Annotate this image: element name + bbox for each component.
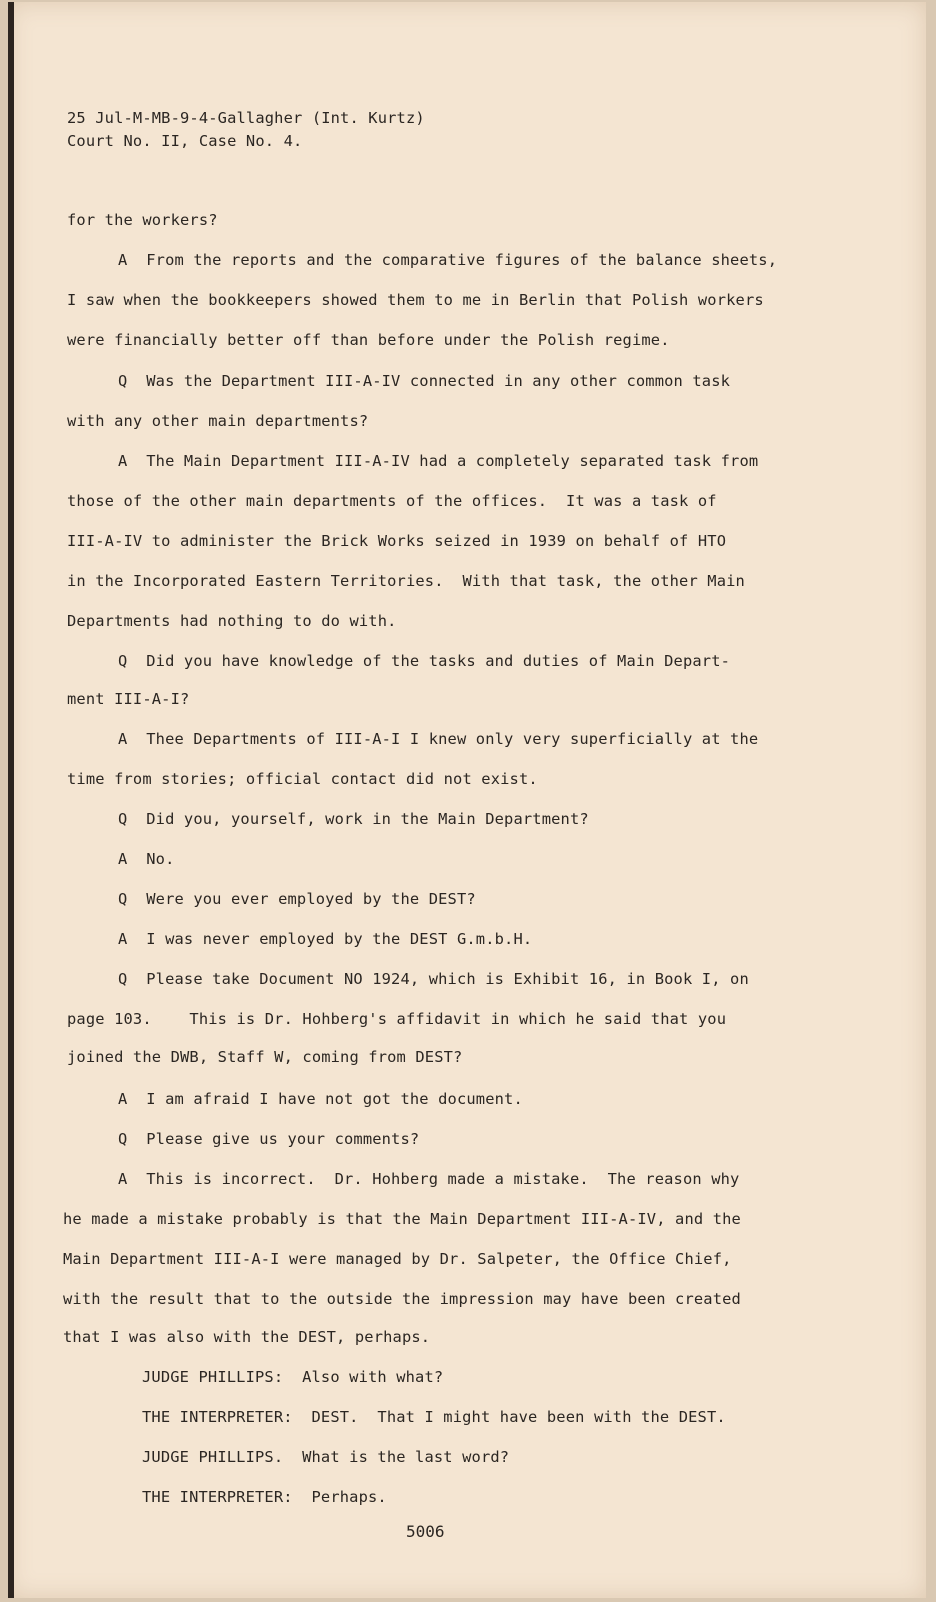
transcript-line-24: Q Please give us your comments? xyxy=(118,1130,420,1148)
page-edge-shadow xyxy=(8,2,14,1598)
transcript-line-6: with any other main departments? xyxy=(67,412,369,430)
document-page xyxy=(8,2,926,1598)
transcript-line-12: Q Did you have knowledge of the tasks and duties of Main Depart- xyxy=(118,652,731,670)
transcript-line-29: that I was also with the DEST, perhaps. xyxy=(63,1328,431,1346)
transcript-line-3: I saw when the bookkeepers showed them to me in Berlin that Polish workers xyxy=(67,291,764,309)
transcript-line-4: were financially better off than before under the Polish regime. xyxy=(67,331,670,349)
transcript-line-7: A The Main Department III-A-IV had a completely separated task from xyxy=(118,452,759,470)
transcript-line-28: with the result that to the outside the impression may have been created xyxy=(63,1290,741,1308)
transcript-line-33: THE INTERPRETER: Perhaps. xyxy=(142,1488,387,1506)
transcript-line-21: page 103. This is Dr. Hohberg's affidavit in which he said that you xyxy=(67,1010,727,1028)
header-line-1: 25 Jul-M-MB-9-4-Gallagher (Int. Kurtz) xyxy=(67,109,425,127)
transcript-line-2: A From the reports and the comparative figures of the balance sheets, xyxy=(118,251,778,269)
transcript-line-18: Q Were you ever employed by the DEST? xyxy=(118,890,476,908)
transcript-line-1: for the workers? xyxy=(67,211,218,229)
transcript-line-13: ment III-A-I? xyxy=(67,690,190,708)
transcript-line-32: JUDGE PHILLIPS. What is the last word? xyxy=(142,1448,510,1466)
transcript-line-25: A This is incorrect. Dr. Hohberg made a mistake. The reason why xyxy=(118,1170,740,1188)
transcript-line-17: A No. xyxy=(118,850,175,868)
transcript-line-8: those of the other main departments of the offices. It was a task of xyxy=(67,492,717,510)
transcript-line-26: he made a mistake probably is that the Main Department III-A-IV, and the xyxy=(63,1210,741,1228)
header-line-2: Court No. II, Case No. 4. xyxy=(67,132,303,150)
transcript-line-5: Q Was the Department III-A-IV connected in any other common task xyxy=(118,372,731,390)
transcript-line-30: JUDGE PHILLIPS: Also with what? xyxy=(142,1368,444,1386)
page-number: 5006 xyxy=(406,1522,445,1541)
transcript-line-19: A I was never employed by the DEST G.m.b.H. xyxy=(118,930,533,948)
transcript-line-15: time from stories; official contact did not exist. xyxy=(67,770,538,788)
transcript-line-20: Q Please take Document NO 1924, which is Exhibit 16, in Book I, on xyxy=(118,970,749,988)
transcript-line-31: THE INTERPRETER: DEST. That I might have been with the DEST. xyxy=(142,1408,726,1426)
transcript-line-27: Main Department III-A-I were managed by Dr. Salpeter, the Office Chief, xyxy=(63,1250,732,1268)
transcript-line-23: A I am afraid I have not got the document. xyxy=(118,1090,523,1108)
transcript-line-22: joined the DWB, Staff W, coming from DEST? xyxy=(67,1048,463,1066)
transcript-line-10: in the Incorporated Eastern Territories. With that task, the other Main xyxy=(67,572,745,590)
transcript-line-9: III-A-IV to administer the Brick Works seized in 1939 on behalf of HTO xyxy=(67,532,727,550)
transcript-line-14: A Thee Departments of III-A-I I knew only very superficially at the xyxy=(118,730,759,748)
transcript-line-11: Departments had nothing to do with. xyxy=(67,612,397,630)
transcript-line-16: Q Did you, yourself, work in the Main Department? xyxy=(118,810,589,828)
